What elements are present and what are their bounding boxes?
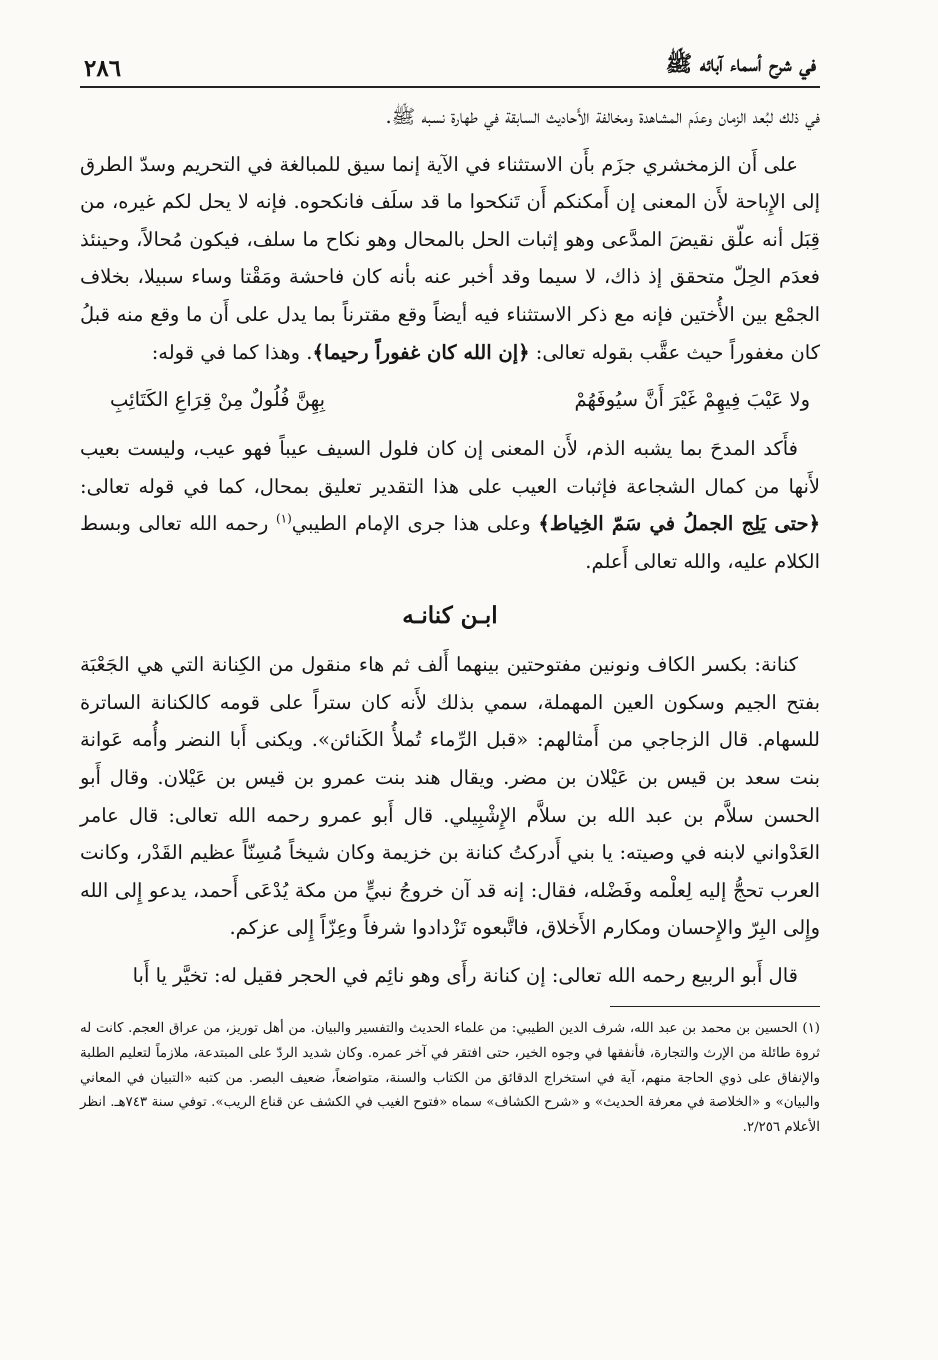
running-title: في شرح أسماء آبائه ﷺ (665, 51, 816, 77)
connector-2: وعلى هذا جرى الإمام الطيبي (291, 512, 531, 536)
section-heading: ابـن كنانـه (402, 601, 498, 629)
footnote-divider (610, 1006, 820, 1007)
verse-first-hemistich: ولا عَيْبَ فِيهِمْ غَيْرَ أَنَّ سيُوفَهُمْ (574, 388, 810, 412)
connector-1: . وهذا كما في قوله: (151, 340, 313, 364)
quran-quote-1: ﴿إن الله كان غفوراً رحيما﴾ (312, 340, 530, 364)
paragraph-2 (80, 146, 820, 372)
paragraph-4: كنانة: بكسر الكاف ونونين مفتوحتين بينهما أَلف ثم هاء منقول من الكِنانة التي هي الجَعْبَة بفتح الجيم وسكون العين المهملة، سمي بذلك لأَنه كان ستراً على قومه كالكنانة الساترة للسهام. قال الزجاجي من أَمثالهم: «قبل الرِّماء تُملأُ الكَنائن». ويكنى أَبا النضر وأُمه عَوانة بنت سعد بن قيس بن عَيْلان بن مضر. ويقال هند بنت عمرو بن قيس بن عَيْلان. وقال أَبو الحسن سلاَّم بن عبد الله بن سلاَّم الإِشْبِيلي. قال أَبو عمرو رحمه الله تعالى: قال عامر العَدْواني لابنه في وصيته: يا بني أَدركتُ كنانة بن خزيمة وكان شيخاً مُسِنّاً عظيم القَدْر، وكانت العرب تحجُّ إليه لِعلْمه وفَضْله، فقال: إنه قد آن خروجُ نبيٍّ من مكة يُدْعَى أَحمد، يدعو إِلى الله وإِلى البِرّ والإِحسان ومكارم الأَخلاق، فاتَّبعوه تَزْدادوا شرفاً وعِزّاً إِلى عزكم. (80, 653, 820, 940)
connector-3: رحمه الله تعالى وبسط الكلام عليه، والله تعالى أَعلم. (80, 512, 820, 573)
footnotes (80, 1017, 820, 1140)
paragraph-3-text: فأَكد المدحَ بما يشبه الذم، لأَن المعنى إن كان فلول السيف عيباً فهو عيب، وليست بعيب لأَنها من كمال الشجاعة فإثبات العيب على هذا التقدير تعليق بمحال، كما في قوله تعالى: (80, 437, 820, 498)
poetry-verse (80, 381, 820, 418)
main-text (80, 98, 820, 994)
paragraph-5: قال أَبو الربيع رحمه الله تعالى: إن كنانة رأَى وهو نائِم في الحجر فقيل له: تخيَّر يا أَبا (132, 963, 798, 987)
paragraph-1: في ذلك لبُعد الزمان وعدَم المشاهدة ومخالفة الأَحاديث السابقة في طهارة نسبه ﷺ. (385, 105, 820, 128)
quran-quote-2: ﴿حتى يَلِج الجملُ في سَمّ الخِياط﴾ (538, 512, 820, 536)
paragraph-3 (80, 430, 820, 580)
book-page (80, 38, 820, 1328)
verse-second-hemistich: بِهِنَّ فُلُولٌ مِنْ قِرَاعِ الكَتَائِبِ (110, 388, 326, 412)
page-number: ٢٨٦ (84, 55, 122, 82)
running-header (80, 38, 820, 88)
paragraph-2-text: على أَن الزمخشري جزَم بأَن الاستثناء في الآية إنما سيق للمبالغة في التحريم وسدّ الطرق إلى الإِباحة لأَن المعنى إن أَمكنكم أَن تَنكحوا ما قد سلَف فانكحوه. فإنه لا يحل لكم غيره، من قِبَل أنه علّق نقيضَ المدَّعى وهو إثبات الحل بالمحال وهو نكاح ما سلف، فيكون مُحالاً، وحينئذ فعدَم الحِلّ متحقق إذ ذاك، لا سيما وقد أخبر عنه بأنه كان فاحشة ومَقْتا وساء سبيلا، بخلاف الجمْع بين الأُختين فإنه مع ذكر الاستثناء فيه أيضاً وقع مقترناً بما يدل على أَن ما وقع منه قبلُ كان مغفوراً حيث عقَّب بقوله تعالى: (80, 152, 820, 364)
footnote-marker[interactable]: (١) (275, 511, 292, 526)
footnote-1: (١) الحسين بن محمد بن عبد الله، شرف الدين الطيبي: من علماء الحديث والتفسير والبيان. من أهل توريز، من عراق العجم. كانت له ثروة طائلة من الإرث والتجارة، فأنفقها في وجوه الخير، حتى افتقر في آخر عمره. وكان شديد الردّ على المبتدعة، ملازماً لتعليم الطلبة والإنفاق على ذوي الحاجة منهم، آية في استخراج الدقائق من الكتاب والسنة، متواضعاً، ضعيف البصر. من كتبه «التبيان في المعاني والبيان» و «الخلاصة في معرفة الحديث» و «شرح الكشاف» سماه «فتوح الغيب في الكشف عن قناع الريب». توفي سنة ٧٤٣هـ. انظر الأعلام ٢/٢٥٦. (80, 1021, 820, 1135)
